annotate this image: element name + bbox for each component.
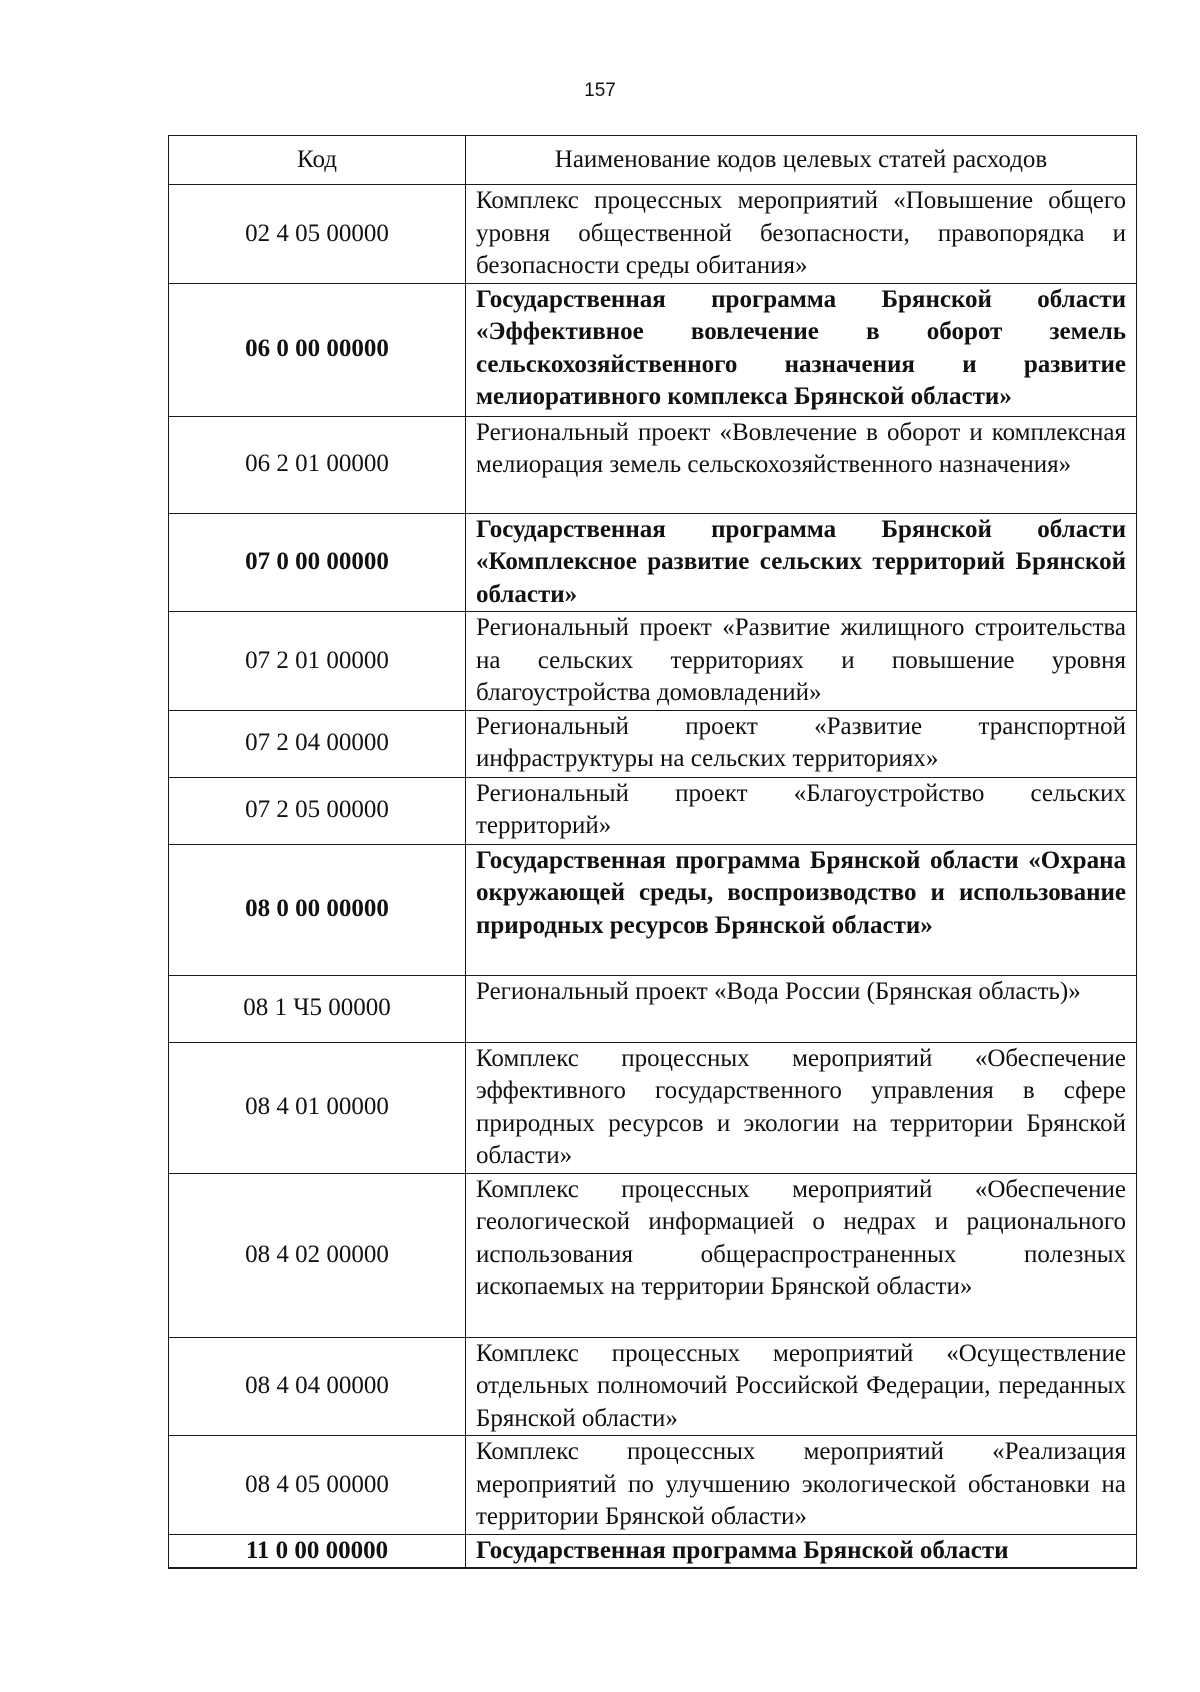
table-row — [169, 1534, 1137, 1568]
table-header — [169, 136, 1137, 185]
table-row — [169, 513, 1137, 612]
table-row — [169, 777, 1137, 844]
row-code: 08 1 Ч5 00000 — [169, 975, 466, 1042]
row-code: 07 2 04 00000 — [169, 710, 466, 777]
header-row — [169, 136, 1137, 185]
header-code: Код — [169, 136, 466, 185]
row-code: 08 4 02 00000 — [169, 1173, 466, 1337]
row-name: Региональный проект «Развитие транспортной инфраструктуры на сельских территориях» — [466, 710, 1137, 777]
row-name: Региональный проект «Развитие жилищного строительства на сельских территориях и повышение уровня благоустройства домовладений» — [466, 612, 1137, 711]
row-code: 07 2 05 00000 — [169, 777, 466, 844]
row-code: 08 0 00 00000 — [169, 844, 466, 975]
row-name: Региональный проект «Благоустройство сельских территорий» — [466, 777, 1137, 844]
row-code: 08 4 01 00000 — [169, 1042, 466, 1173]
row-code: 08 4 04 00000 — [169, 1337, 466, 1436]
table-row — [169, 1173, 1137, 1337]
row-code: 06 2 01 00000 — [169, 416, 466, 513]
table-row — [169, 1042, 1137, 1173]
row-name: Комплекс процессных мероприятий «Обеспечение геологической информацией о недрах и рационального использования общераспространенных полезных ископаемых на территории Брянской области» — [466, 1173, 1137, 1337]
row-code: 11 0 00 00000 — [169, 1534, 466, 1568]
header-name: Наименование кодов целевых статей расходов — [466, 136, 1137, 185]
row-name: Государственная программа Брянской области — [466, 1534, 1137, 1568]
table-row — [169, 283, 1137, 416]
table-row — [169, 612, 1137, 711]
table-row — [169, 844, 1137, 975]
row-name: Государственная программа Брянской области «Комплексное развитие сельских территорий Брянской области» — [466, 513, 1137, 612]
row-name: Региональный проект «Вовлечение в оборот и комплексная мелиорация земель сельскохозяйственного назначения» — [466, 416, 1137, 513]
row-name: Государственная программа Брянской области «Эффективное вовлечение в оборот земель сельскохозяйственного назначения и развитие мелиоративного комплекса Брянской области» — [466, 283, 1137, 416]
row-name: Комплекс процессных мероприятий «Осуществление отдельных полномочий Российской Федерации, переданных Брянской области» — [466, 1337, 1137, 1436]
table-body — [169, 185, 1137, 1569]
row-code: 07 2 01 00000 — [169, 612, 466, 711]
target-expense-codes-table — [168, 135, 1137, 1569]
row-code: 02 4 05 00000 — [169, 185, 466, 284]
row-code: 08 4 05 00000 — [169, 1436, 466, 1535]
row-name: Комплекс процессных мероприятий «Реализация мероприятий по улучшению экологической обстановки на территории Брянской области» — [466, 1436, 1137, 1535]
row-code: 07 0 00 00000 — [169, 513, 466, 612]
table-row — [169, 710, 1137, 777]
page-number: 157 — [584, 80, 616, 101]
row-name: Комплекс процессных мероприятий «Обеспечение эффективного государственного управления в сфере природных ресурсов и экологии на территории Брянской области» — [466, 1042, 1137, 1173]
table-row — [169, 975, 1137, 1042]
table-row — [169, 185, 1137, 284]
row-code: 06 0 00 00000 — [169, 283, 466, 416]
row-name: Региональный проект «Вода России (Брянская область)» — [466, 975, 1137, 1042]
table-row — [169, 1337, 1137, 1436]
row-name: Государственная программа Брянской области «Охрана окружающей среды, воспроизводство и использование природных ресурсов Брянской области» — [466, 844, 1137, 975]
row-name: Комплекс процессных мероприятий «Повышение общего уровня общественной безопасности, правопорядка и безопасности среды обитания» — [466, 185, 1137, 284]
table-row — [169, 416, 1137, 513]
table-row — [169, 1436, 1137, 1535]
